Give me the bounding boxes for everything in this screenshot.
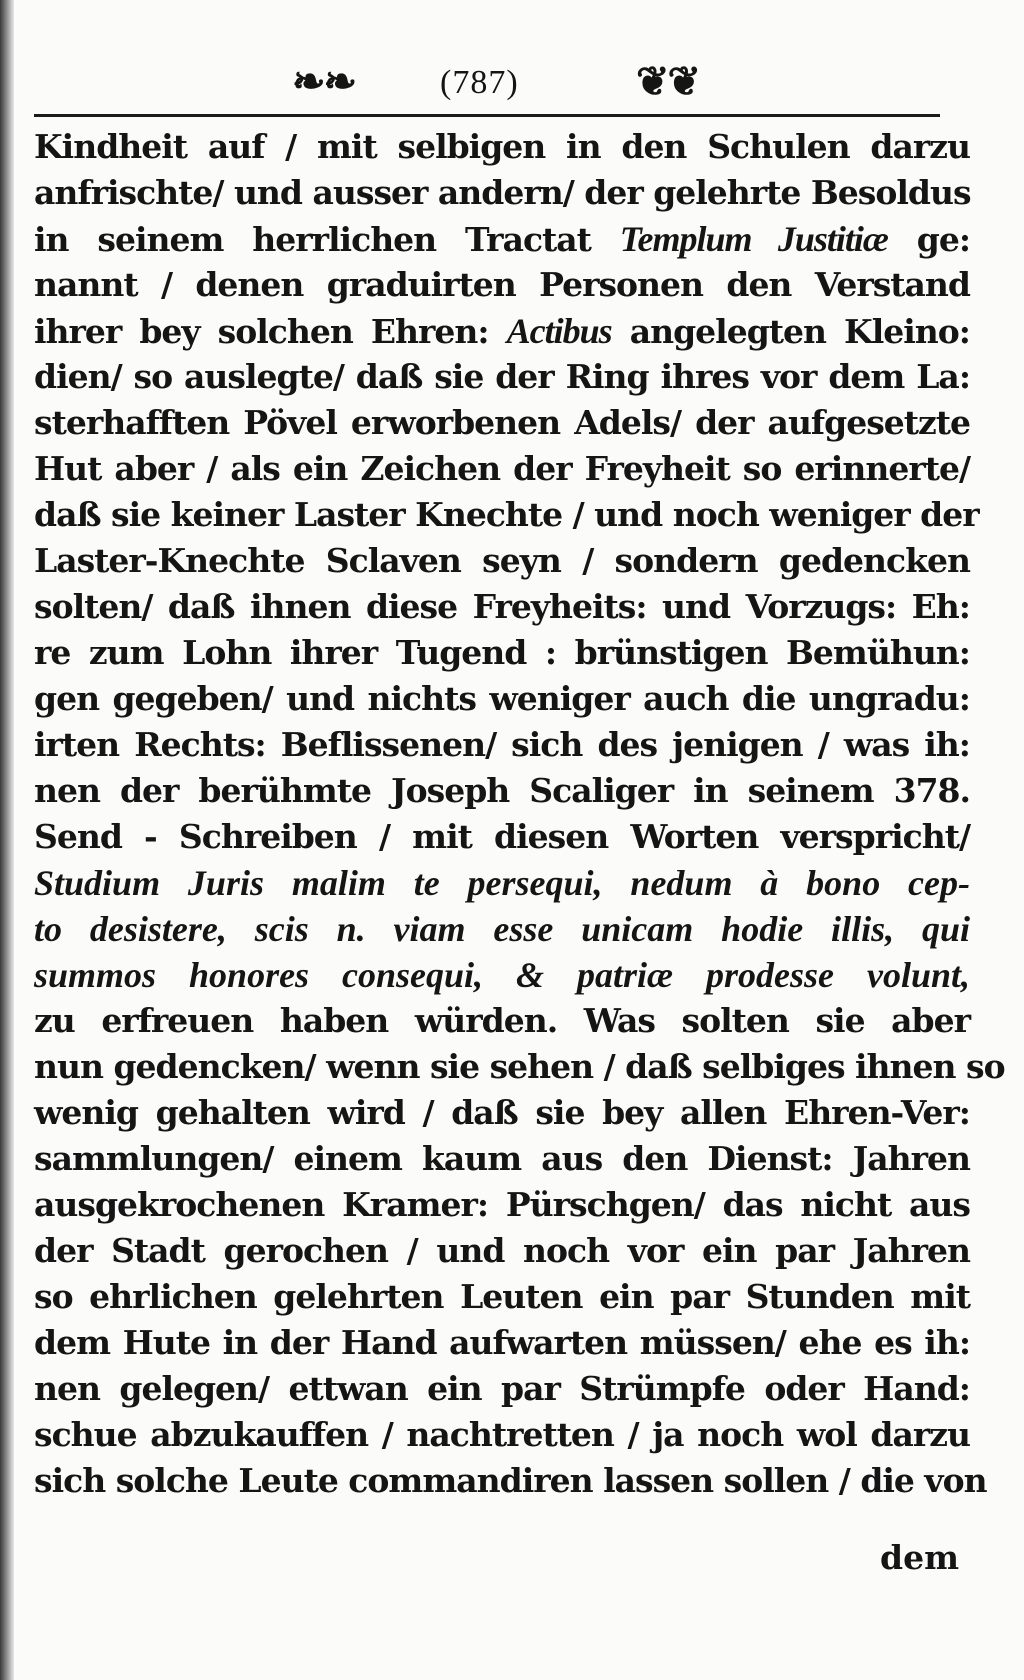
text-line: sammlungen/ einem kaum aus den Dienst: Jahren: [34, 1139, 970, 1178]
text-line: nen gelegen/ ettwan ein par Strümpfe oder Hand:: [34, 1369, 970, 1408]
text-line: daß sie keiner Laster Knechte / und noch weniger der: [34, 495, 979, 534]
page-number: (787): [440, 64, 519, 101]
text-line: so ehrlichen gelehrten Leuten ein par Stunden mit: [34, 1277, 970, 1316]
text-line: to desistere, scis n. viam esse unicam hodie illis, qui: [34, 909, 970, 949]
text-line: nannt / denen graduirten Personen den Verstand: [34, 265, 970, 304]
text-line: wenig gehalten wird / daß sie bey allen Ehren-Ver:: [34, 1093, 970, 1132]
ornament-left-icon: ❧❧: [292, 58, 356, 105]
text-line: in seinem herrlichen Tractat Templum Justitiæ ge:: [34, 219, 971, 259]
text-line: ausgekrochenen Kramer: Pürschgen/ das nicht aus: [34, 1185, 970, 1224]
header-rule: [34, 114, 940, 117]
text-line: zu erfreuen haben würden. Was solten sie aber: [34, 1001, 970, 1040]
body-text: [34, 124, 1005, 1504]
text-line: solten/ daß ihnen diese Freyheits: und Vorzugs: Eh:: [34, 587, 970, 626]
text-line: der Stadt gerochen / und noch vor ein par Jahren: [34, 1231, 970, 1270]
text-line: ihrer bey solchen Ehren: Actibus angelegten Kleino:: [34, 311, 970, 351]
text-line: Send - Schreiben / mit diesen Worten verspricht/: [34, 817, 970, 856]
text-line: re zum Lohn ihrer Tugend : brünstigen Bemühun:: [34, 633, 970, 672]
text-line: Hut aber / als ein Zeichen der Freyheit so erinnerte/: [34, 449, 970, 488]
text-line: dien/ so auslegte/ daß sie der Ring ihres vor dem La:: [34, 357, 970, 396]
text-line: Laster-Knechte Sclaven seyn / sondern gedencken: [34, 541, 970, 580]
text-line: nen der berühmte Joseph Scaliger in seinem 378.: [34, 771, 970, 810]
page-header: [0, 58, 1024, 118]
text-line: summos honores consequi, & patriæ prodesse volunt,: [34, 955, 970, 995]
text-line: irten Rechts: Beflissenen/ sich des jenigen / was ih:: [34, 725, 970, 764]
text-line: sterhafften Pövel erworbenen Adels/ der aufgesetzte: [34, 403, 970, 442]
text-line: gen gegeben/ und nichts weniger auch die ungradu:: [34, 679, 970, 718]
text-line: schue abzukauffen / nachtretten / ja noch wol darzu: [34, 1415, 970, 1454]
text-line: dem Hute in der Hand aufwarten müssen/ ehe es ih:: [34, 1323, 970, 1362]
text-line: Studium Juris malim te persequi, nedum à bono cep-: [34, 863, 970, 903]
text-line: anfrischte/ und ausser andern/ der gelehrte Besoldus: [34, 173, 971, 212]
ornament-right-icon: ❦❦: [636, 58, 700, 105]
text-line: nun gedencken/ wenn sie sehen / daß selbiges ihnen so: [34, 1047, 1005, 1086]
page-binding-shadow: [0, 0, 14, 1680]
text-line: Kindheit auf / mit selbigen in den Schulen darzu: [34, 127, 970, 166]
catchword: dem: [880, 1538, 959, 1577]
text-line: sich solche Leute commandiren lassen sollen / die von: [34, 1461, 987, 1500]
